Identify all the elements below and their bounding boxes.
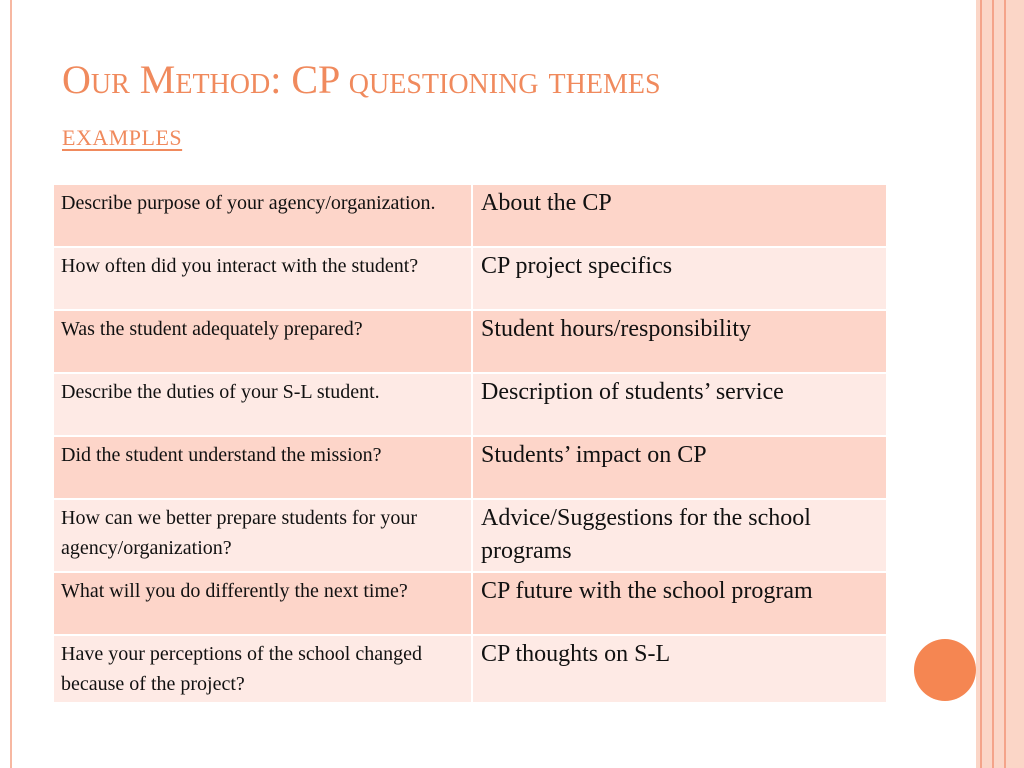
question-cell: Was the student adequately prepared?	[53, 310, 472, 373]
theme-cell: CP thoughts on S-L	[472, 635, 887, 703]
table-row	[53, 436, 887, 499]
table-row	[53, 310, 887, 373]
question-cell: What will you do differently the next time?	[53, 572, 472, 635]
table-row	[53, 635, 887, 703]
right-decorative-stripes	[976, 0, 1024, 768]
question-cell: Did the student understand the mission?	[53, 436, 472, 499]
title-main: Our Method: CP questioning themes	[62, 57, 661, 102]
slide-title	[62, 54, 922, 161]
stripe-line	[1004, 0, 1006, 768]
theme-cell: Student hours/responsibility	[472, 310, 887, 373]
theme-cell: Description of students’ service	[472, 373, 887, 436]
table-row	[53, 499, 887, 572]
question-cell: Describe the duties of your S-L student.	[53, 373, 472, 436]
question-cell: How often did you interact with the student?	[53, 247, 472, 310]
table-row	[53, 247, 887, 310]
question-cell: Have your perceptions of the school changed because of the project?	[53, 635, 472, 703]
table-row	[53, 373, 887, 436]
themes-table	[52, 183, 888, 704]
table-row	[53, 184, 887, 247]
decorative-circle	[914, 639, 976, 701]
theme-cell: CP future with the school program	[472, 572, 887, 635]
title-examples: examples	[62, 117, 183, 152]
stripe-line	[980, 0, 982, 768]
question-cell: How can we better prepare students for your agency/organization?	[53, 499, 472, 572]
theme-cell: Advice/Suggestions for the school programs	[472, 499, 887, 572]
stripe-line	[992, 0, 994, 768]
theme-cell: CP project specifics	[472, 247, 887, 310]
theme-cell: About the CP	[472, 184, 887, 247]
question-cell: Describe purpose of your agency/organization.	[53, 184, 472, 247]
theme-cell: Students’ impact on CP	[472, 436, 887, 499]
table-row	[53, 572, 887, 635]
left-border-line	[10, 0, 12, 768]
